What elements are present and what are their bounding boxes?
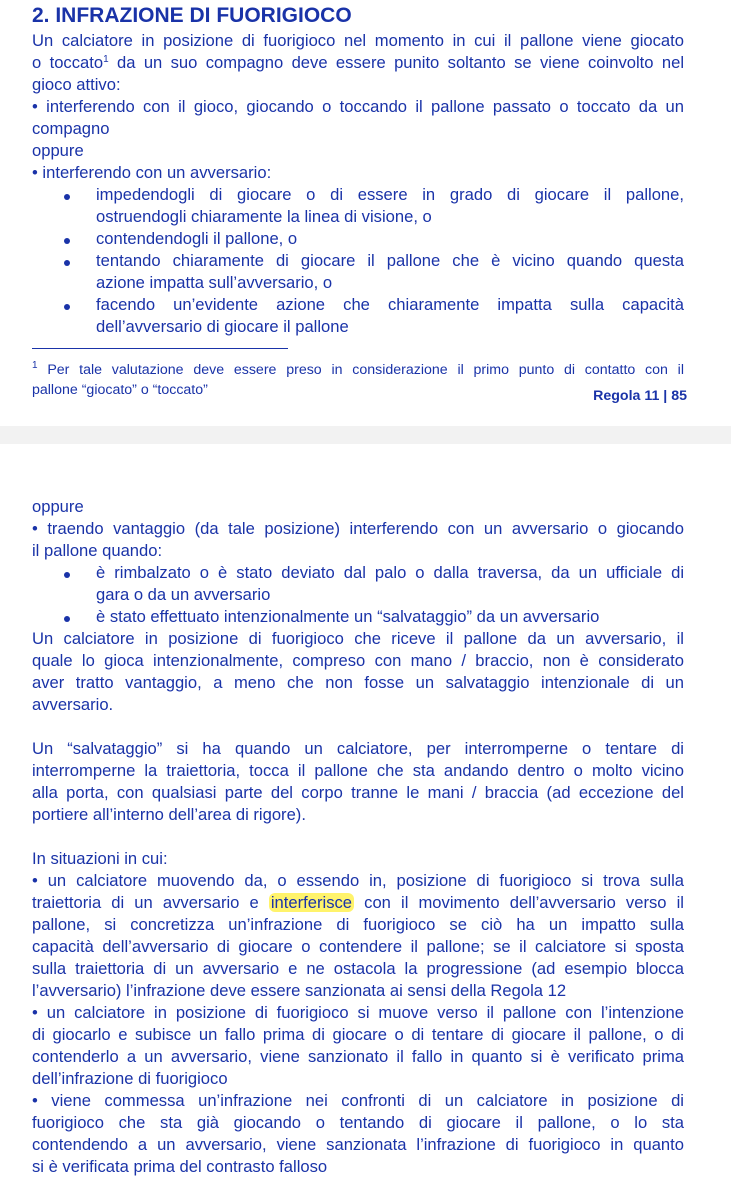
sub-bullet-5-line-1: è rimbalzato o è stato deviato dal palo o dalla traversa, da un ufficiale di [96,563,684,582]
bullet-1-line-2: compagno [32,119,110,138]
sub-bullet-1-line-2: ostruendogli chiaramente la linea di visione, o [96,207,432,226]
sub-bullet-3-line-2: azione impatta sull’avversario, o [96,273,333,292]
case-2-line-2: di giocarlo e subisce un fallo prima di giocare o di tentare di giocare il pallone, o di [32,1025,684,1044]
case-2-line-3: contenderlo a un avversario, viene sanzionato il fallo in quanto si è verificato prima [32,1047,684,1066]
para-2-line-2: interromperne la traiettoria, tocca il pallone che sta andando dentro o molto vicino [32,761,684,780]
document-page-bottom [0,444,731,1200]
case-1-line-6: l’avversario) l’infrazione deve essere sanzionata ai sensi della Regola 12 [32,981,567,1000]
oppure-text: oppure [32,141,84,160]
para-1-line-3: aver tratto vantaggio, a meno che non fosse un salvataggio intenzionale di un [32,673,684,692]
intro-line-1: Un calciatore in posizione di fuorigioco nel momento in cui il pallone viene giocato [32,31,684,50]
para-2-line-3: alla porta, con qualsiasi parte del corpo tranne le mani / braccia (ad eccezione del [32,783,684,802]
case-1-line-4: capacità dell’avversario di giocare o contendere il pallone; se il calciatore si sposta [32,937,684,956]
para-2-line-4: portiere all’interno dell’area di rigore). [32,805,306,824]
sub-bullet-3-line-1: tentando chiaramente di giocare il pallone che è vicino quando questa [96,251,684,270]
intro-line-3: gioco attivo: [32,75,121,94]
footnote-rule [32,348,288,349]
highlighted-word: interferisce [270,893,353,912]
footnote-reference: 1 [103,54,109,65]
case-1-line-2 [32,892,684,914]
case-3-line-3: contendendo a un avversario, viene sanzionata l’infrazione di fuorigioco in quanto [32,1135,684,1154]
page-number: Regola 11 | 85 [593,388,687,404]
bullet-3-line-2: il pallone quando: [32,541,163,560]
sub-bullet-dot [64,194,70,200]
case-3-line-1: • viene commessa un’infrazione nei confronti di un calciatore in posizione di [32,1091,684,1110]
case-1-line-1: • un calciatore muovendo da, o essendo in, posizione di fuorigioco si trova sulla [32,871,684,890]
sub-bullet-4-line-2: dell’avversario di giocare il pallone [96,317,349,336]
footnote-text-1: Per tale valutazione deve essere preso in considerazione il primo punto di contatto con il [47,362,684,378]
intro-line-2 [32,52,684,74]
footnote-marker: 1 [32,360,38,371]
page-separator [0,426,731,444]
case-1-line-5: sulla traiettoria di un avversario e ne ostacola la progressione (ad esempio blocca [32,959,684,978]
para-2-line-1: Un “salvataggio” si ha quando un calciatore, per interromperne o tentare di [32,739,684,758]
section-heading: 2. INFRAZIONE DI FUORIGIOCO [32,4,352,27]
bullet-2: • interferendo con un avversario: [32,163,272,182]
case-1-line-2b: con il movimento dell’avversario verso il [364,893,684,912]
para-3: In situazioni in cui: [32,849,168,868]
intro-line-2a: o toccato [32,53,104,72]
footnote-line-2: pallone “giocato” o “toccato” [32,382,208,398]
case-1-line-2a: traiettoria di un avversario e [32,893,259,912]
sub-bullet-1-line-1: impedendogli di giocare o di essere in grado di giocare il pallone, [96,185,684,204]
sub-bullet-dot [64,238,70,244]
sub-bullet-2: contendendogli il pallone, o [96,229,298,248]
sub-bullet-4-line-1: facendo un’evidente azione che chiaramente impatta sulla capacità [96,295,684,314]
intro-line-2b: da un suo compagno deve essere punito soltanto se viene coinvolto nel [108,53,685,72]
para-1-line-4: avversario. [32,695,114,714]
case-1-line-3: pallone, si concretizza un’infrazione di fuorigioco se ciò ha un impatto sulla [32,915,684,934]
bullet-1-line-1: • interferendo con il gioco, giocando o toccando il pallone passato o toccato da un [32,97,684,116]
sub-bullet-dot [64,616,70,622]
para-1-line-2: quale lo gioca intenzionalmente, compreso con mano / braccio, non è considerato [32,651,684,670]
case-2-line-4: dell’infrazione di fuorigioco [32,1069,228,1088]
para-1-line-1: Un calciatore in posizione di fuorigioco che riceve il pallone da un avversario, il [32,629,684,648]
case-2-line-1: • un calciatore in posizione di fuorigioco si muove verso il pallone con l’intenzione [32,1003,684,1022]
sub-bullet-dot [64,304,70,310]
case-3-line-2: fuorigioco che sta già giocando o tentando di giocare il pallone, o lo sta [32,1113,684,1132]
case-3-line-4: si è verificata prima del contrasto falloso [32,1157,328,1176]
sub-bullet-dot [64,572,70,578]
footnote-line-1 [32,360,684,380]
sub-bullet-dot [64,260,70,266]
oppure-text-2: oppure [32,497,84,516]
sub-bullet-5-line-2: gara o da un avversario [96,585,271,604]
bullet-3-line-1: • traendo vantaggio (da tale posizione) interferendo con un avversario o giocando [32,519,684,538]
document-page-top [0,0,731,426]
sub-bullet-6: è stato effettuato intenzionalmente un “salvataggio” da un avversario [96,607,600,626]
